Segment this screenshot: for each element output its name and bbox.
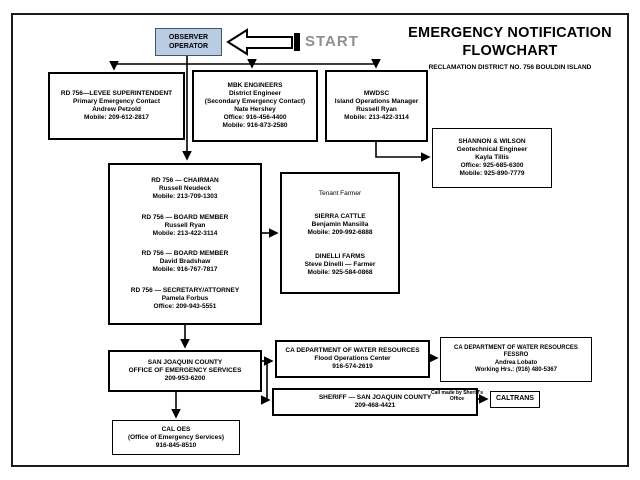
tenant-org: SIERRA CATTLE [314,213,366,220]
board-title: RD 756 — BOARD MEMBER [141,250,229,258]
tenant-phone: Mobile: 925-584-0868 [307,268,373,276]
levee-contact-name: Andrew Petzold [92,106,141,113]
sj-county-phone: 209-953-6200 [164,375,206,382]
page-title-line1: EMERGENCY NOTIFICATION [408,25,612,41]
page-subtitle [393,64,627,72]
board-contact-name: David Bradshaw [159,258,211,266]
node-levee-superintendent [48,72,185,140]
tenant-header: Tenant Farmer [318,189,362,197]
board-contact-name: Russell Neudeck [158,185,211,193]
shannon-mobile-phone: Mobile: 925-890-7779 [459,170,525,177]
levee-phone: Mobile: 209-612-2817 [83,114,150,121]
dwr-foc-phone: 916-574-2619 [332,363,373,370]
board-phone: Mobile: 213-422-3114 [152,229,218,237]
levee-role: Primary Emergency Contact [72,98,161,105]
tenant-phone: Mobile: 209-992-6888 [307,229,373,236]
board-title: RD 756 — CHAIRMAN [151,177,219,185]
node-mwdsc [325,70,428,142]
node-caltrans [490,391,540,408]
sheriff-caltrans-edge-label: Call made by Sheriff's Office [430,390,484,402]
mbk-role1: District Engineer [228,90,281,97]
board-entry-chairman [151,177,219,201]
mbk-mobile-phone: Mobile: 916-873-2580 [222,122,288,129]
mwdsc-contact-name: Russell Ryan [356,106,397,113]
fessro-hours: Working Hrs.: (916) 480-5367 [475,367,557,373]
shannon-role: Geotechnical Engineer [456,146,528,153]
tenant-contact-name: Steve Dinelli — Farmer [304,260,376,268]
shannon-contact-name: Kayla Tillis [475,154,509,161]
observer-line1: OBSERVER [168,34,209,41]
mwdsc-org: MWDSC [363,90,390,97]
board-phone: Office: 209-943-5551 [153,302,217,310]
board-contact-name: Russell Ryan [164,221,206,229]
fessro-org: CA DEPARTMENT OF WATER RESOURCES [454,344,578,351]
mwdsc-mobile-phone: Mobile: 213-422-3114 [344,114,409,121]
page-title [393,25,627,60]
subtitle-island: BOULDIN ISLAND [535,64,592,71]
mwdsc-role: Island Operations Manager [334,98,419,105]
board-phone: Mobile: 213-709-1303 [152,193,218,201]
mbk-office-phone: Office: 916-456-4400 [223,114,287,121]
node-dwr-flood-ops [275,340,430,378]
node-sj-county-oes [108,350,262,392]
mbk-org: MBK ENGINEERS [227,82,283,89]
mbk-role2: (Secondary Emergency Contact) [204,98,306,105]
cal-oes-sub: (Office of Emergency Services) [127,433,225,441]
cal-oes-org: CAL OES [161,425,191,433]
board-contact-name: Pamela Forbus [161,294,209,302]
sheriff-title: SHERIFF — SAN JOAQUIN COUNTY [318,394,432,401]
fessro-dept: FESSRO [503,352,529,358]
tenant-org: DINELLI FARMS [315,252,365,260]
node-dwr-fessro [440,337,592,382]
board-phone: Mobile: 916-767-7817 [152,266,218,274]
cal-oes-phone: 916-845-8510 [155,441,197,449]
node-observer-operator [155,28,222,56]
subtitle-district: RECLAMATION DISTRICT NO. 756 [428,64,534,71]
mbk-contact-name: Nate Hershey [234,106,276,113]
tenant-contact-name: Benjamin Mansilla [311,221,369,228]
sj-county-line2: OFFICE OF EMERGENCY SERVICES [128,367,242,374]
shannon-org: SHANNON & WILSON [458,138,526,145]
page-title-line2: FLOWCHART [462,42,558,59]
observer-line2: OPERATOR [168,43,209,50]
board-entry-member2 [142,250,229,274]
sj-county-line1: SAN JOAQUIN COUNTY [147,359,223,366]
fessro-contact-name: Andrea Lobato [494,359,538,366]
node-cal-oes [112,420,240,455]
tenant-entry-sierra [307,213,372,237]
caltrans-label: CALTRANS [496,395,534,403]
start-label: START [305,33,359,50]
dwr-foc-org: CA DEPARTMENT OF WATER RESOURCES [285,347,420,354]
tenant-entry-dinelli [305,253,376,277]
board-entry-secretary [131,287,239,311]
board-title: RD 756 — BOARD MEMBER [141,213,229,221]
node-rd756-board [108,163,262,325]
sheriff-phone: 209-468-4421 [354,402,396,409]
shannon-office-phone: Office: 925-685-6300 [460,162,524,169]
node-mbk-engineers [192,70,318,142]
dwr-foc-dept: Flood Operations Center [314,355,391,362]
board-title: RD 756 — SECRETARY/ATTORNEY [130,286,240,294]
node-shannon-wilson [432,128,552,188]
board-entry-member1 [142,214,229,238]
levee-title: RD 756—LEVEE SUPERINTENDENT [60,90,173,97]
node-tenant-farmer [280,172,400,294]
